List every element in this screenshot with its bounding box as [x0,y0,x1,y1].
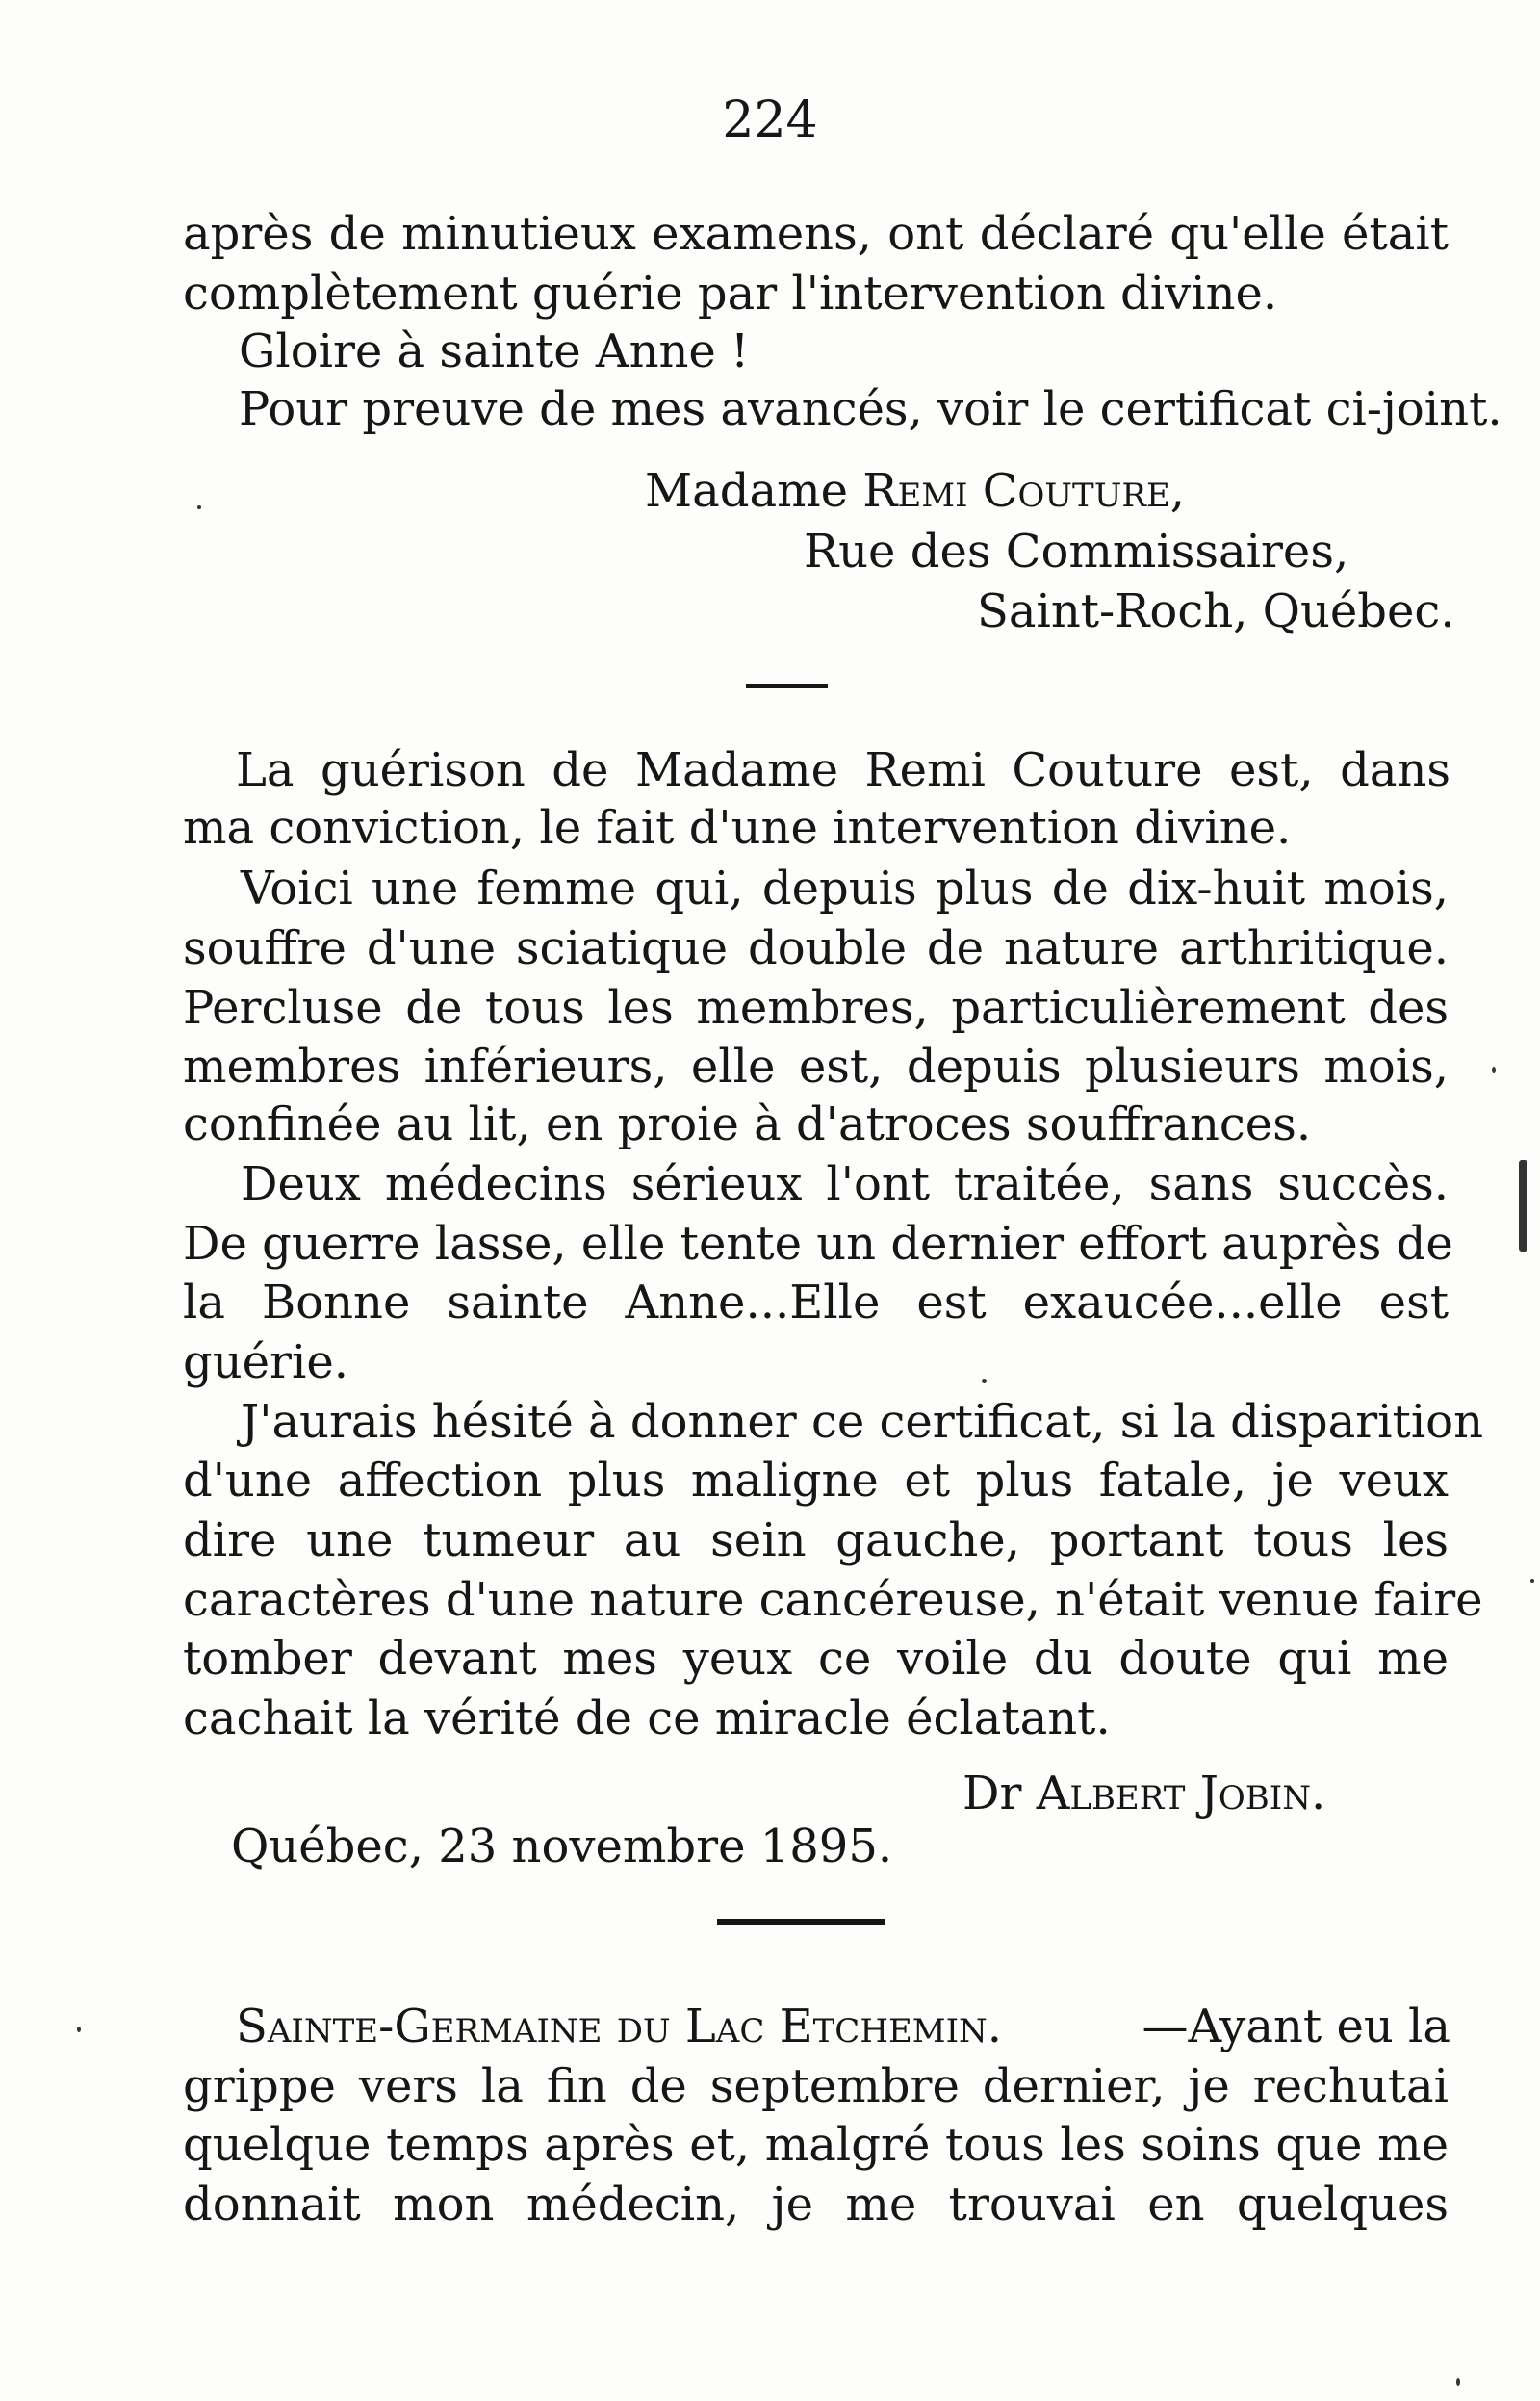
text-line: d'une affection plus maligne et plus fatale, je veux [183,1454,1449,1508]
text-line: la Bonne sainte Anne...Elle est exaucée...elle est [183,1276,1449,1330]
scan-speck [1492,1067,1496,1073]
scan-speck [1456,2378,1460,2386]
scan-speck [197,505,201,509]
scan-speck [77,2027,81,2032]
place-date: Québec, 23 novembre 1895. [231,1820,893,1873]
signature-honorific: Madame [645,464,849,518]
text-line: après de minutieux examens, ont déclaré qu'elle était [183,207,1449,261]
text-line: cachait la vérité de ce miracle éclatant. [183,1691,1111,1745]
signature-title: Dr [962,1767,1022,1820]
scan-speck [982,1379,987,1383]
signature-couture [645,462,1415,520]
text-line: —Ayant eu la [1142,2000,1450,2053]
text-line: grippe vers la fin de septembre dernier, je rechutai [183,2059,1449,2113]
text-line: souffre d'une sciatique double de nature arthritique. [183,921,1449,975]
text-line: Deux médecins sérieux l'ont traitée, sans succès. [241,1157,1449,1211]
text-line: La guérison de Madame Remi Couture est, dans [236,743,1450,797]
section-heading: Sainte-Germaine du Lac Etchemin. [236,2000,1003,2053]
signature-city: Saint-Roch, Québec. [977,584,1455,638]
section-opening [236,1998,1450,2055]
text-line: quelque temps après et, malgré tous les soins que me [183,2118,1449,2172]
text-line: Pour preuve de mes avancés, voir le certificat ci-joint. [239,382,1502,436]
signature-jobin [962,1765,1424,1822]
text-line: caractères d'une nature cancéreuse, n'était venue faire [183,1573,1483,1627]
text-line: Gloire à sainte Anne ! [239,324,750,378]
scan-speck [1530,1579,1534,1583]
separator-rule [746,684,828,688]
text-line: complètement guérie par l'intervention divine. [183,267,1278,321]
text-line: dire une tumeur au sein gauche, portant tous les [183,1513,1449,1567]
text-line: tomber devant mes yeux ce voile du doute qui me [183,1632,1449,1686]
text-line: ma conviction, le fait d'une intervention divine. [183,801,1292,855]
separator-rule [717,1919,886,1925]
text-line: confinée au lit, en proie à d'atroces souffrances. [183,1097,1312,1151]
text-line: donnait mon médecin, je me trouvai en quelques [183,2178,1449,2232]
page-number: 224 [722,91,818,149]
text-line: De guerre lasse, elle tente un dernier effort auprès de [183,1217,1453,1271]
text-line: membres inférieurs, elle est, depuis plusieurs mois, [183,1040,1449,1094]
signature-name: Remi Couture, [862,464,1186,518]
scan-mark [1519,1160,1527,1252]
text-line: Percluse de tous les membres, particulièrement des [183,981,1449,1035]
text-line: guérie. [183,1335,349,1389]
text-line: J'aurais hésité à donner ce certificat, si la disparition [241,1395,1483,1449]
text-line: Voici une femme qui, depuis plus de dix-huit mois, [241,862,1449,916]
signature-name: Albert Jobin. [1036,1767,1326,1820]
signature-street: Rue des Commissaires, [804,525,1349,579]
